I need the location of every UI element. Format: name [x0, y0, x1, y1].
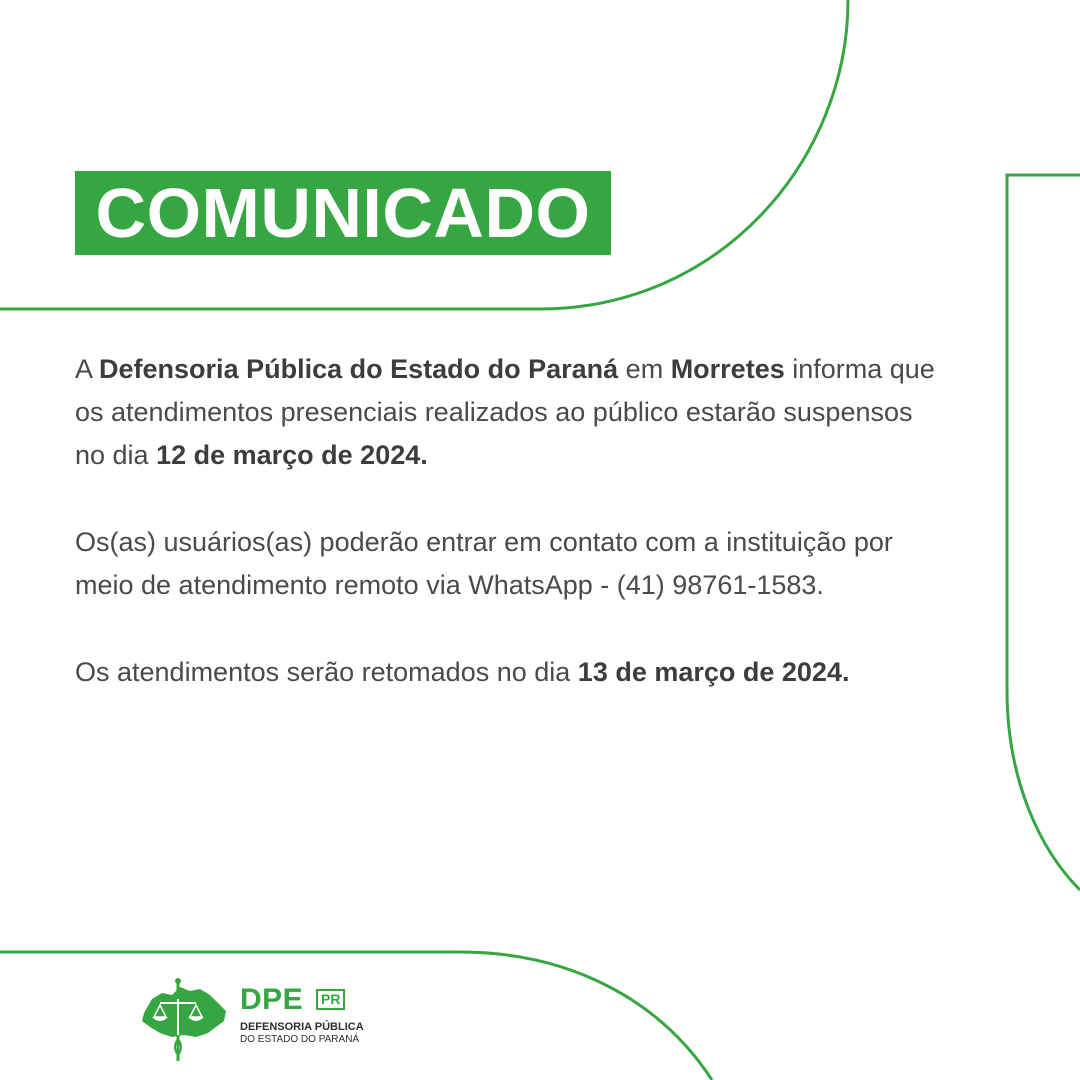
paragraph-resume: [75, 651, 935, 694]
text-segment: A: [75, 354, 100, 384]
logo-state-badge: PR: [316, 989, 345, 1010]
text-segment: Os atendimentos serão retomados no dia: [75, 657, 578, 687]
suspension-date: 12 de março de 2024.: [156, 440, 428, 470]
paragraph-suspension: [75, 348, 935, 477]
logo-acronym: DPE: [240, 983, 304, 1016]
top-curve-line: [0, 0, 848, 309]
logo-name-line2: DO ESTADO DO PARANÁ: [240, 1034, 360, 1045]
resume-date: 13 de março de 2024.: [577, 657, 850, 687]
right-curve-line: [1007, 175, 1080, 890]
announcement-body: [75, 348, 935, 738]
institution-name: Defensoria Pública do Estado do Paraná: [99, 354, 619, 384]
page-title: COMUNICADO: [95, 174, 591, 252]
title-banner: [75, 171, 611, 255]
logo-name-line1: DEFENSORIA PÚBLICA: [240, 1021, 364, 1033]
text-segment: em: [618, 354, 671, 384]
text-segment: informa que os atendimentos presenciais realizados ao público estarão suspensos no dia: [75, 354, 935, 470]
paragraph-contact: Os(as) usuários(as) poderão entrar em contato com a instituição por meio de atendimento remoto via WhatsApp - (41) 98761-1583.: [75, 527, 893, 600]
city-name: Morretes: [670, 354, 785, 384]
parana-map-scales-icon: [138, 975, 230, 1065]
dpe-pr-logo: [138, 975, 368, 1065]
